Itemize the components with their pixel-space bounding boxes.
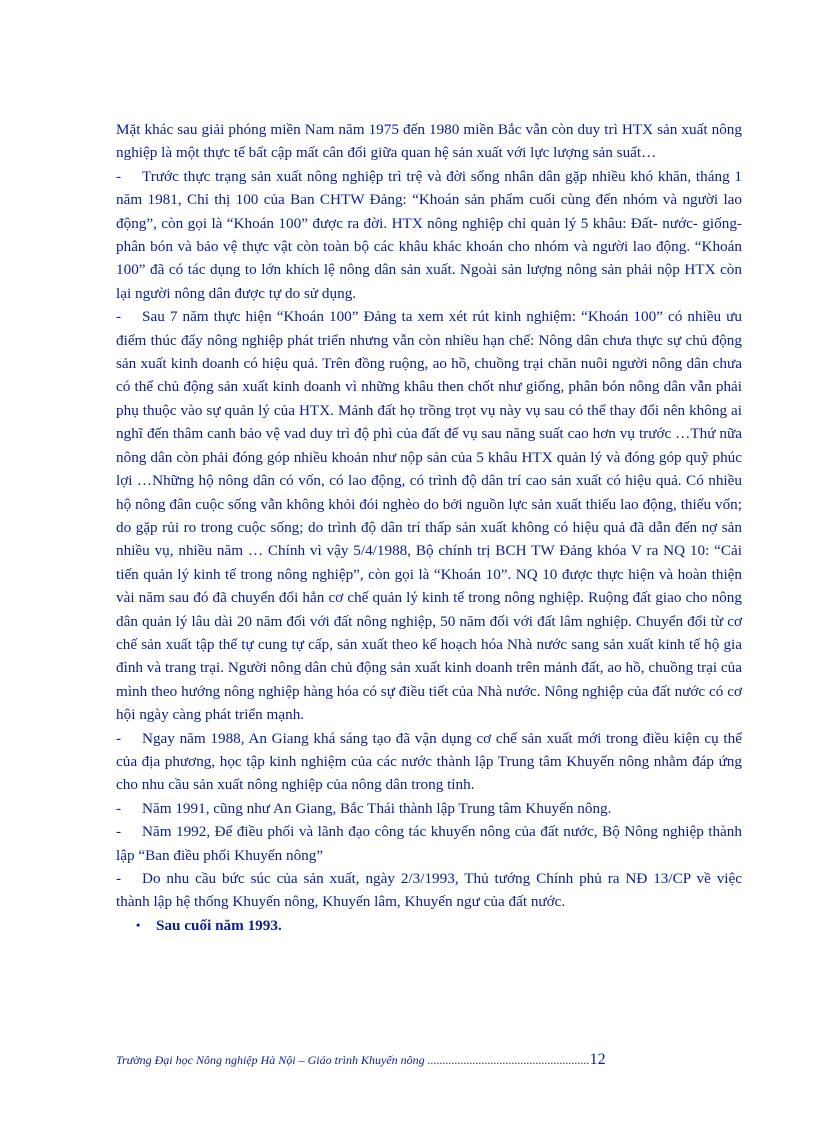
dash-marker: - (116, 729, 122, 747)
bullet-khoan-100 (116, 165, 742, 305)
bullet-1993 (116, 867, 742, 914)
paragraph-intro: Mặt khác sau giải phóng miền Nam năm 1975 đến 1980 miền Bắc vẫn còn duy trì HTX sản xuất nông nghiệp là một thực tế bất cập mất cân đối giữa quan hệ sản xuất với lực lượng sản suất… (116, 121, 742, 162)
footer-text: Trường Đại học Nông nghiệp Hà Nội – Giáo trình Khuyến nông ...................................................... (116, 1053, 590, 1067)
bullet-text: Ngay năm 1988, An Giang khá sáng tạo đã vận dụng cơ chế sản xuất mới trong điều kiện cụ thể của địa phương, học tập kinh nghiệm của các nước thành lập Trung tâm Khuyến nông nhằm đáp ứng cho nhu cầu sản xuất nông nghiệp của nông dân trong tỉnh. (116, 729, 742, 794)
bullet-1991 (116, 797, 742, 820)
subheading-text: Sau cuối năm 1993. (156, 916, 282, 934)
bullet-an-giang (116, 727, 742, 797)
document-body (116, 118, 742, 937)
bullet-text: Năm 1991, cũng như An Giang, Bắc Thái thành lập Trung tâm Khuyến nông. (142, 799, 612, 817)
subheading-after-1993 (116, 914, 742, 937)
bullet-1992 (116, 820, 742, 867)
bullet-text: Sau 7 năm thực hiện “Khoán 100” Đảng ta xem xét rút kinh nghiệm: “Khoán 100” có nhiều ưu điểm thúc đẩy nông nghiệp phát triển nhưng vẫn còn nhiều hạn chế: Nông dân chưa thực sự chủ động sản xuất kinh doanh có hiệu quả. Trên đồng ruộng, ao hồ, chuồng trại chăn nuôi người nông dân chưa có thể chủ động sản xuất kinh doanh vì những khâu then chốt như giống, phân bón nông dân vẫn phải phụ thuộc vào sự quản lý của HTX. Mảnh đất họ trồng trọt vụ này vụ sau có thể thay đổi nên không ai nghĩ đến thâm canh bảo vệ vad duy trì độ phì của đất để vụ sau năng suất cao hơn vụ trước …Thứ nữa nông dân còn phải đóng góp nhiều khoản như nộp sản của 5 khâu HTX quản lý và đóng góp quỹ phúc lợi …Những hộ nông dân có vốn, có lao động, có trình độ dân trí cao sản xuất có hiệu quả. Có nhiều hộ nông đân cuộc sống vẫn không khỏi đói nghèo do bởi nguồn lực sản xuất thiếu lao động, thiếu vốn; do gặp rủi ro trong cuộc sống; do trình độ dân trí thấp sản xuất không có hiệu quả đã dẫn đến nợ sản nhiều vụ, nhiều năm … Chính vì vậy 5/4/1988, Bộ chính trị BCH TW Đảng khóa V ra NQ 10: “Cải tiến quản lý kinh tế trong nông nghiệp”, còn gọi là “Khoán 10”. NQ 10 được thực hiện và hoàn thiện vài năm sau đó đã chuyển đổi hẳn cơ chế quản lý kinh tế trong nông nghiệp. Ruộng đất giao cho nông dân quản lý lâu dài 20 năm đối với đất nông nghiệp, 50 năm đối với đất lâm nghiệp. Chuyển đổi từ cơ chế sản xuất tập thể tự cung tự cấp, sản xuất theo kế hoạch hóa Nhà nước sang sản xuất kinh tế hộ gia đình và trang trại. Người nông dân chủ động sản xuất kinh doanh trên mảnh đất, ao hồ, chuồng trại của mình theo hướng nông nghiệp hàng hóa có sự điều tiết của Nhà nước. Nông nghiệp của đất nước có cơ hội ngày càng phát triển mạnh. (116, 308, 742, 724)
page-footer (116, 1051, 744, 1069)
dash-marker: - (116, 823, 122, 841)
dash-marker: - (116, 167, 122, 185)
page-number: 12 (589, 1051, 606, 1068)
bullet-dot-icon: • (136, 917, 141, 932)
bullet-text: Trước thực trạng sản xuất nông nghiệp trì trệ và đời sống nhân dân gặp nhiều khó khăn, tháng 1 năm 1981, Chỉ thị 100 của Ban CHTW Đảng: “Khoán sản phẩm cuối cùng đến nhóm và người lao động”, còn gọi là “Khoán 100” được ra đời. HTX nông nghiệp chỉ quản lý 5 khâu: Đất- nước- giống- phân bón và bảo vệ thực vật còn toàn bộ các khâu khác khoán cho nhóm và người lao động. “Khoán 100” đã có tác dụng to lớn khích lệ nông dân sản xuất. Ngoài sản lượng nông sản phải nộp HTX còn lại người nông dân được tự do sử dụng. (116, 167, 742, 302)
bullet-text: Do nhu cầu bức súc của sản xuất, ngày 2/3/1993, Thủ tướng Chính phủ ra NĐ 13/CP về việc thành lập hệ thống Khuyến nông, Khuyến lâm, Khuyến ngư của đất nước. (116, 870, 742, 911)
bullet-text: Năm 1992, Để điều phối và lãnh đạo công tác khuyến nông của đất nước, Bộ Nông nghiệp thành lập “Ban điều phối Khuyến nông” (116, 823, 742, 864)
bullet-khoan-10 (116, 305, 742, 726)
dash-marker: - (116, 308, 122, 326)
dash-marker: - (116, 799, 122, 817)
dash-marker: - (116, 870, 122, 887)
